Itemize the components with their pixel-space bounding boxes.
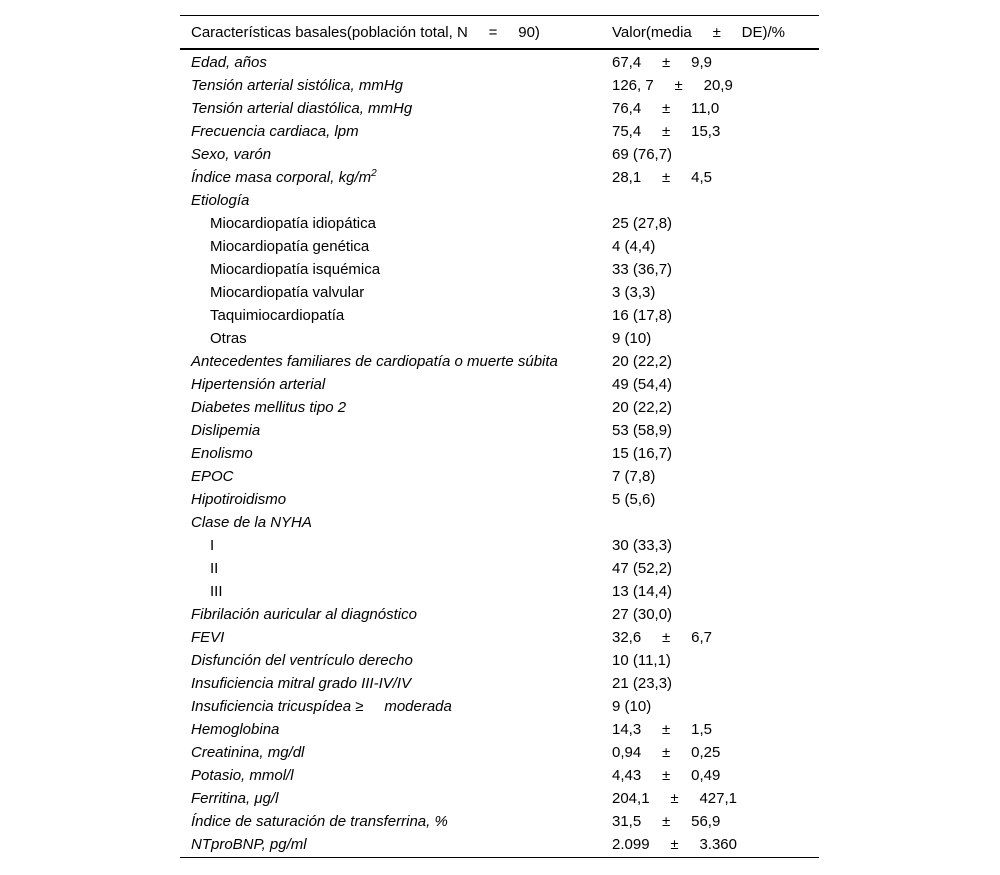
row-label: Miocardiopatía isquémica <box>210 261 381 278</box>
table-row <box>180 143 819 166</box>
row-value: 32,6 ± 6,7 <box>612 629 712 646</box>
row-value: 31,5 ± 56,9 <box>612 813 721 830</box>
section-label: Etiología <box>191 192 250 209</box>
row-value: 20 (22,2) <box>612 353 673 370</box>
row-value: 27 (30,0) <box>612 606 673 623</box>
table-row-sub <box>180 534 819 557</box>
row-value: 204,1 ± 427,1 <box>612 790 737 807</box>
row-label: Miocardiopatía genética <box>210 238 370 255</box>
row-label: Hipotiroidismo <box>191 491 287 508</box>
table-row-sub <box>180 580 819 603</box>
table-row <box>180 833 819 856</box>
row-value: 4 (4,4) <box>612 238 656 255</box>
row-value: 4,43 ± 0,49 <box>612 767 721 784</box>
row-value: 5 (5,6) <box>612 491 656 508</box>
row-label: II <box>210 560 219 577</box>
table-row <box>180 442 819 465</box>
row-value: 13 (14,4) <box>612 583 673 600</box>
row-label <box>180 166 612 189</box>
row-label: Ferritina, μg/l <box>191 790 279 807</box>
table-row <box>180 672 819 695</box>
row-label: Creatinina, mg/dl <box>191 744 305 761</box>
header-value: Valor(media ± DE)/% <box>612 23 785 41</box>
row-label: Taquimiocardiopatía <box>210 307 345 324</box>
table-row <box>180 97 819 120</box>
row-value: 67,4 ± 9,9 <box>612 54 712 71</box>
row-label: Miocardiopatía idiopática <box>210 215 376 232</box>
row-label: Diabetes mellitus tipo 2 <box>191 399 347 416</box>
row-label: Insuficiencia tricuspídea ≥ moderada <box>191 698 452 715</box>
row-value: 28,1 ± 4,5 <box>612 169 712 186</box>
table-row-sub <box>180 258 819 281</box>
table-row <box>180 120 819 143</box>
table-body <box>180 50 819 857</box>
row-value: 14,3 ± 1,5 <box>612 721 712 738</box>
table-row-sub <box>180 281 819 304</box>
superscript: 2 <box>371 168 377 179</box>
row-value: 3 (3,3) <box>612 284 656 301</box>
row-label: Tensión arterial diastólica, mmHg <box>191 100 413 117</box>
row-label: I <box>210 537 215 554</box>
table-row <box>180 626 819 649</box>
table-row-sub <box>180 557 819 580</box>
row-value: 69 (76,7) <box>612 146 673 163</box>
row-value: 9 (10) <box>612 698 652 715</box>
row-value: 25 (27,8) <box>612 215 673 232</box>
table-row <box>180 810 819 833</box>
row-value: 16 (17,8) <box>612 307 673 324</box>
row-label: Enolismo <box>191 445 253 462</box>
row-label: Sexo, varón <box>191 146 272 163</box>
row-value: 15 (16,7) <box>612 445 673 462</box>
table-row-sub <box>180 212 819 235</box>
row-label: Potasio, mmol/l <box>191 767 294 784</box>
header-label: Características basales(población total, N = 90) <box>191 23 540 41</box>
table-row <box>180 718 819 741</box>
row-value: 75,4 ± 15,3 <box>612 123 721 140</box>
row-label: Dislipemia <box>191 422 261 439</box>
table-row-sub <box>180 304 819 327</box>
table-row <box>180 465 819 488</box>
table-row-sub <box>180 327 819 350</box>
row-value: 7 (7,8) <box>612 468 656 485</box>
table-row <box>180 764 819 787</box>
baseline-characteristics-table <box>180 15 819 858</box>
row-value: 21 (23,3) <box>612 675 673 692</box>
section-label: Clase de la NYHA <box>191 514 312 531</box>
row-value: 9 (10) <box>612 330 652 347</box>
table-row-section <box>180 189 819 212</box>
table-row <box>180 603 819 626</box>
table-row <box>180 488 819 511</box>
row-value: 53 (58,9) <box>612 422 673 439</box>
table-row <box>180 373 819 396</box>
table-row <box>180 787 819 810</box>
row-value: 47 (52,2) <box>612 560 673 577</box>
table-row-section <box>180 511 819 534</box>
row-label: EPOC <box>191 468 234 485</box>
row-value: 126, 7 ± 20,9 <box>612 77 733 94</box>
table-row <box>180 350 819 373</box>
row-value: 20 (22,2) <box>612 399 673 416</box>
row-value: 10 (11,1) <box>612 652 671 669</box>
table-header-row <box>180 16 819 48</box>
row-value: 0,94 ± 0,25 <box>612 744 721 761</box>
row-label: Índice de saturación de transferrina, % <box>191 813 448 830</box>
table-row <box>180 741 819 764</box>
row-label: Insuficiencia mitral grado III-IV/IV <box>191 675 412 692</box>
table-bottom-rule <box>180 857 819 858</box>
row-value: 49 (54,4) <box>612 376 673 393</box>
table-row <box>180 51 819 74</box>
row-label-text: Índice masa corporal, kg/m <box>191 169 372 186</box>
row-label: FEVI <box>191 629 225 646</box>
table-row <box>180 166 819 189</box>
row-value: 2.099 ± 3.360 <box>612 836 737 853</box>
row-value: 76,4 ± 11,0 <box>612 100 720 117</box>
row-value: 33 (36,7) <box>612 261 673 278</box>
row-value: 30 (33,3) <box>612 537 673 554</box>
row-label: Fibrilación auricular al diagnóstico <box>191 606 417 623</box>
row-label: Hipertensión arterial <box>191 376 326 393</box>
table-row <box>180 396 819 419</box>
row-label: NTproBNP, pg/ml <box>191 836 307 853</box>
row-label: Frecuencia cardiaca, lpm <box>191 123 359 140</box>
row-label: Hemoglobina <box>191 721 280 738</box>
table-row <box>180 419 819 442</box>
row-label: Disfunción del ventrículo derecho <box>191 652 413 669</box>
row-label: Edad, años <box>191 54 267 71</box>
table-row <box>180 649 819 672</box>
row-label: Tensión arterial sistólica, mmHg <box>191 77 404 94</box>
row-label: Otras <box>210 330 247 347</box>
row-label: Antecedentes familiares de cardiopatía o muerte súbita <box>191 353 558 370</box>
row-label: Miocardiopatía valvular <box>210 284 365 301</box>
table-row <box>180 74 819 97</box>
row-label: III <box>210 583 223 600</box>
table-row-sub <box>180 235 819 258</box>
table-row <box>180 695 819 718</box>
